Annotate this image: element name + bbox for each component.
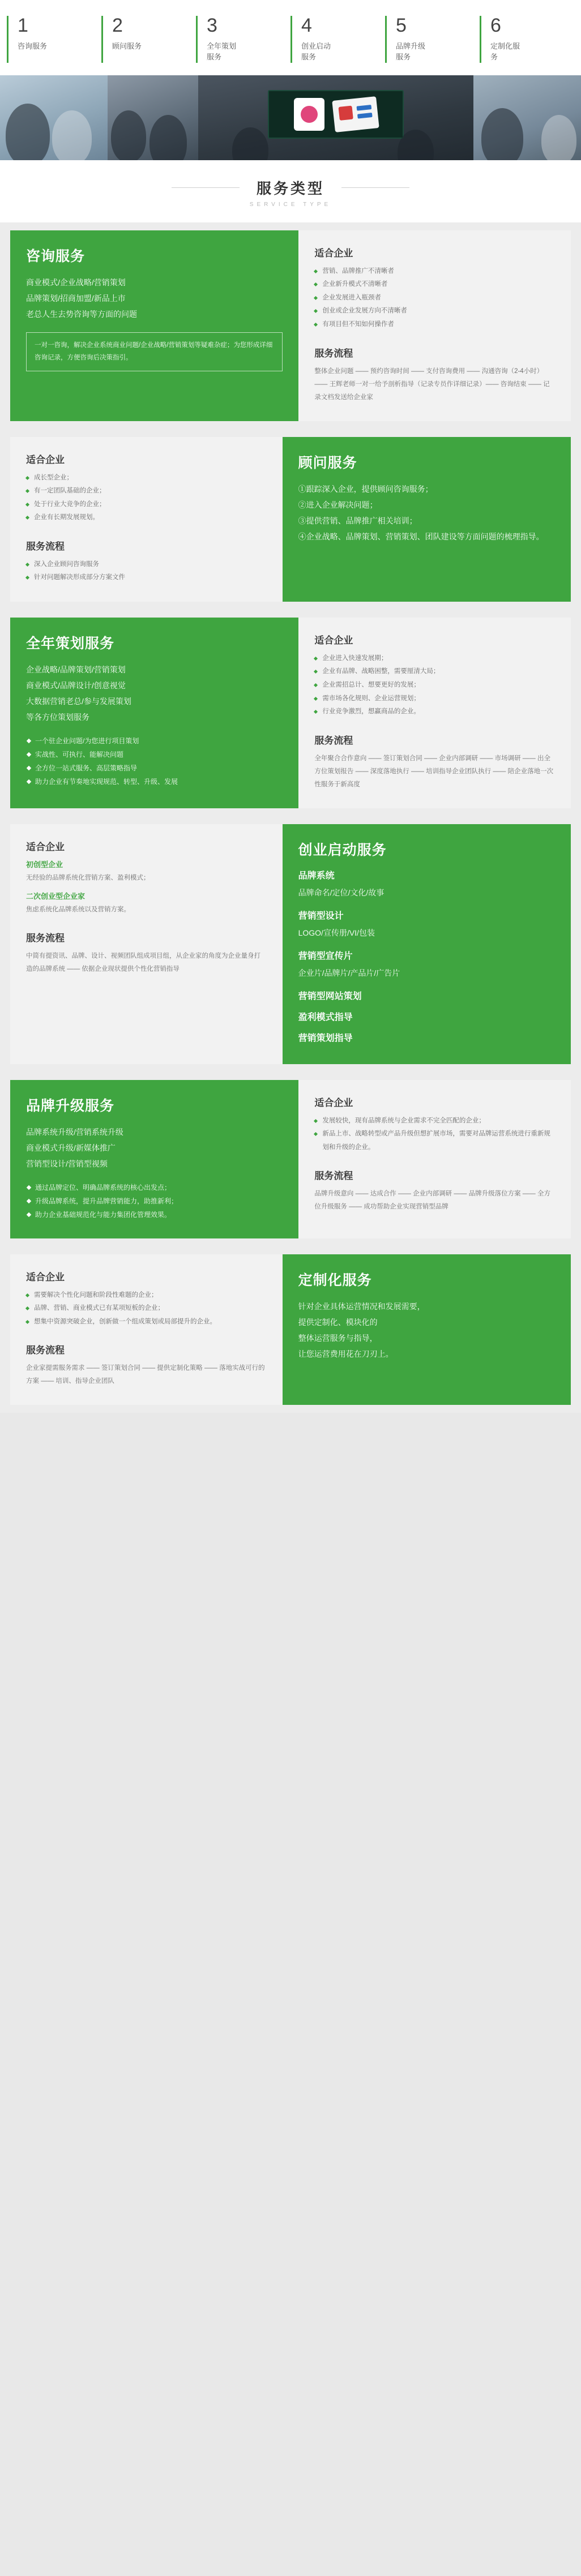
list-item: 需要解决个性化问题和阶段性难题的企业；	[26, 1289, 267, 1302]
photo-meeting-left	[0, 75, 108, 160]
advisor-line-4: ④企业战略、品牌策划、营销策划、团队建设等方面问题的梳理指导。	[298, 532, 544, 541]
annual-line-2: 商业模式/品牌设计/创意视觉	[26, 680, 126, 690]
advisor-grey-panel	[10, 437, 283, 602]
annual-bullets	[26, 734, 283, 788]
step-number: 4	[301, 15, 312, 36]
custom-line-4: 让您运营费用花在刀刃上。	[298, 1349, 394, 1358]
annual-line-4: 等各方位策划服务	[26, 712, 89, 722]
step-label: 咨询服务	[18, 41, 48, 50]
upgrade-line-1: 品牌系统升级/营销系统升级	[26, 1127, 123, 1137]
advisor-title: 顾问服务	[298, 455, 357, 471]
custom-line-3: 整体运营服务与指导，	[298, 1333, 378, 1343]
step-number: 3	[207, 15, 217, 36]
custom-fit-list	[26, 1289, 267, 1329]
upgrade-grey-panel	[298, 1080, 571, 1238]
startup-head-2: 营销型设计	[298, 911, 344, 921]
startup-head-4: 营销型网站策划	[298, 991, 362, 1001]
consult-fit-head: 适合企业	[314, 247, 353, 259]
list-item: 助力企业有节奏地实现规范、转型、升级、发展	[26, 775, 283, 788]
step-label: 创业启动服务	[301, 41, 331, 62]
list-item: 通过品牌定位、明确品牌系统的核心出发点；	[26, 1181, 283, 1194]
photo-presentation-screen	[198, 75, 473, 160]
advisor-line-1: ①跟踪深入企业，提供顾问咨询服务；	[298, 484, 433, 494]
list-item: 企业有长期发展规划。	[26, 511, 267, 525]
annual-fit-list	[314, 652, 555, 719]
list-item: 行业竞争激烈，想赢商品的企业。	[314, 705, 555, 719]
startup-flow-head: 服务流程	[26, 932, 65, 944]
annual-flow-text: 全年聚合合作意向 —— 签订策划合同 —— 企业内部调研 —— 市场调研 —— 出全方位策划报告 —— 深度落地执行 —— 培训指导企业团队执行 —— 陪企业落地一次性服务于新高度	[314, 755, 554, 788]
list-item: 处于行业大竞争的企业；	[26, 498, 267, 512]
step-number: 5	[396, 15, 407, 36]
step-item-4	[290, 16, 385, 63]
startup-fit-text-2: 焦虑系统化品牌系统以及营销方案。	[26, 906, 130, 913]
list-item: 升级品牌系统，提升品牌营销能力，助推新利；	[26, 1194, 283, 1208]
custom-flow-text: 企业家提需服务需求 —— 签订策划合同 —— 提供定制化策略 —— 落地实战可行的方案 —— 培训、指导企业团队	[26, 1365, 265, 1385]
step-label: 全年策划服务	[207, 41, 237, 62]
list-item: 实战性、可执行、能解决问题	[26, 748, 283, 761]
annual-fit-head: 适合企业	[314, 635, 353, 646]
advisor-fit-head: 适合企业	[26, 454, 65, 465]
startup-flow-text: 中简有提资讯、品牌、设计、视频团队组成项目组，从企业家的角度为企业量身打造的品牌系统 —— 依据企业现状提供个性化营销指导	[26, 952, 260, 972]
startup-fit-sub-1: 初创型企业	[26, 860, 63, 869]
step-label: 品牌升级服务	[396, 41, 426, 62]
list-item: 想集中资源突破企业，创新做一个组成策划或局部提升的企业。	[26, 1315, 267, 1329]
step-item-5	[385, 16, 480, 63]
list-item: 新品上市、战略转型或产品升级但想扩展市场，需要对品牌运营系统进行重新规划和升级的企业。	[314, 1128, 555, 1154]
list-item: 企业有品牌、战略困整，需要厘清大局；	[314, 665, 555, 679]
custom-fit-head: 适合企业	[26, 1271, 65, 1283]
custom-green-panel	[283, 1254, 571, 1405]
list-item: 成长型企业；	[26, 472, 267, 485]
upgrade-flow-text: 品牌升级意向 —— 达成合作 —— 企业内部调研 —— 品牌升级落位方案 —— 全方位升级服务 —— 成功帮助企业实现营销型品牌	[314, 1190, 550, 1211]
startup-grey-panel	[10, 824, 283, 1064]
list-item: 有项目但不知如何操作者	[314, 318, 555, 332]
service-block-custom	[0, 1246, 581, 1413]
startup-fit-text-1: 无经验的品牌系统化营销方案、盈利模式；	[26, 874, 150, 881]
annual-line-3: 大数据营销老总/参与发展策划	[26, 696, 131, 706]
list-item: 助力企业基础规范化与能力集团化管理效果。	[26, 1208, 283, 1221]
step-item-6	[480, 16, 574, 63]
advisor-flow-list	[26, 558, 267, 585]
list-item: 需市场各化规则、企业运营规划；	[314, 692, 555, 706]
step-number: 1	[18, 15, 28, 36]
upgrade-flow-head: 服务流程	[314, 1171, 353, 1182]
custom-grey-panel	[10, 1254, 283, 1405]
photo-band	[0, 75, 581, 160]
advisor-line-2: ②进入企业解决问题；	[298, 500, 378, 509]
upgrade-title: 品牌升级服务	[26, 1098, 115, 1114]
annual-green-panel	[10, 618, 298, 808]
consult-fit-list	[314, 265, 555, 332]
section-title: 服务类型	[234, 177, 347, 198]
step-label: 顾问服务	[112, 41, 142, 50]
list-item: 企业需招总计、想要更好的发展；	[314, 679, 555, 692]
list-item: 针对问题解决形成部分方案文件	[26, 571, 267, 585]
annual-line-1: 企业战略/品牌策划/营销策划	[26, 665, 126, 674]
upgrade-fit-head: 适合企业	[314, 1097, 353, 1108]
startup-fit-sub-2: 二次创业型企业家	[26, 891, 86, 901]
consult-title: 咨询服务	[26, 248, 86, 264]
consult-grey-panel	[298, 230, 571, 421]
startup-green-panel	[283, 824, 571, 1064]
step-item-1	[7, 16, 101, 63]
startup-text-1: 品牌命名/定位/文化/故事	[298, 888, 385, 897]
advisor-fit-list	[26, 472, 267, 525]
list-item: 全方位一站式服务、高层策略指导	[26, 761, 283, 775]
list-item: 企业新升模式不清晰者	[314, 278, 555, 292]
annual-grey-panel	[298, 618, 571, 808]
upgrade-fit-list	[314, 1115, 555, 1155]
upgrade-green-panel	[10, 1080, 298, 1238]
list-item: 有一定团队基础的企业；	[26, 485, 267, 498]
consult-flow-text: 整体企业问题 —— 预约咨询时间 —— 支付咨询费用 —— 沟通咨询（2-4小时）—— 王辉老师一对一给予剖析指导（记录专员作详细记录）—— 咨询结束 —— 记录文档发送给企业家	[314, 367, 550, 401]
step-item-2	[101, 16, 196, 63]
section-header	[0, 160, 581, 222]
service-block-startup	[0, 816, 581, 1072]
startup-text-3: 企业片/品牌片/产品片/广告片	[298, 968, 400, 978]
service-block-upgrade	[0, 1072, 581, 1246]
startup-head-6: 营销策划指导	[298, 1033, 353, 1043]
startup-title: 创业启动服务	[298, 842, 387, 858]
step-label: 定制化服务	[490, 41, 520, 62]
photo-meeting-right	[473, 75, 581, 160]
list-item: 一个驻企业问题/为您进行项目策划	[26, 734, 283, 748]
upgrade-bullets	[26, 1181, 283, 1221]
startup-text-2: LOGO/宣传册/VI/包装	[298, 928, 375, 937]
startup-head-5: 盈利模式指导	[298, 1012, 353, 1022]
step-item-3	[196, 16, 290, 63]
consult-line-3: 老总人生去势咨询等方面的问题	[26, 309, 137, 319]
annual-title: 全年策划服务	[26, 635, 115, 651]
screen-card-graphic	[332, 96, 379, 132]
custom-line-2: 提供定制化、模块化的	[298, 1317, 378, 1327]
step-number: 6	[490, 15, 501, 36]
service-block-advisor	[0, 429, 581, 610]
upgrade-line-3: 营销型设计/营销型视频	[26, 1159, 108, 1168]
list-item: 企业进入快速发展期；	[314, 652, 555, 666]
annual-flow-head: 服务流程	[314, 735, 353, 746]
consult-line-2: 品牌策划/招商加盟/新品上市	[26, 293, 126, 303]
screen-badge-graphic	[294, 98, 324, 131]
list-item: 发展较快，现有品牌系统与企业需求不完全匹配的企业；	[314, 1115, 555, 1128]
consult-flow-head: 服务流程	[314, 348, 353, 359]
startup-head-1: 品牌系统	[298, 871, 335, 881]
startup-head-3: 营销型宣传片	[298, 951, 353, 961]
list-item: 深入企业顾问咨询服务	[26, 558, 267, 572]
advisor-line-3: ③提供营销、品牌推广相关培训；	[298, 516, 417, 525]
startup-fit-head: 适合企业	[26, 841, 65, 852]
consult-green-panel	[10, 230, 298, 421]
advisor-green-panel	[283, 437, 571, 602]
list-item: 品牌、营销、商业模式已有某项短板的企业；	[26, 1302, 267, 1315]
service-block-annual	[0, 610, 581, 816]
upgrade-line-2: 商业模式升级/新媒体推广	[26, 1143, 116, 1152]
section-subtitle: SERVICE TYPE	[249, 201, 332, 208]
projection-screen	[268, 90, 404, 139]
custom-title: 定制化服务	[298, 1272, 372, 1288]
list-item: 营销、品牌推广不清晰者	[314, 265, 555, 278]
list-item: 创业或企业发展方向不清晰者	[314, 305, 555, 318]
step-number: 2	[112, 15, 123, 36]
steps-bar	[0, 0, 581, 75]
consult-note: 一对一咨询，解决企业系统商业问题/企业战略/营销策划等疑难杂症；为您形成详细咨询记录，方便咨询后决策指引。	[26, 332, 283, 372]
advisor-flow-head: 服务流程	[26, 541, 65, 552]
custom-flow-head: 服务流程	[26, 1345, 65, 1356]
photo-audience	[108, 75, 198, 160]
list-item: 企业发展进入瓶颈者	[314, 292, 555, 305]
service-block-consult	[0, 222, 581, 429]
consult-line-1: 商业模式/企业战略/营销策划	[26, 277, 126, 287]
custom-line-1: 针对企业具体运营情况和发展需要，	[298, 1301, 425, 1311]
